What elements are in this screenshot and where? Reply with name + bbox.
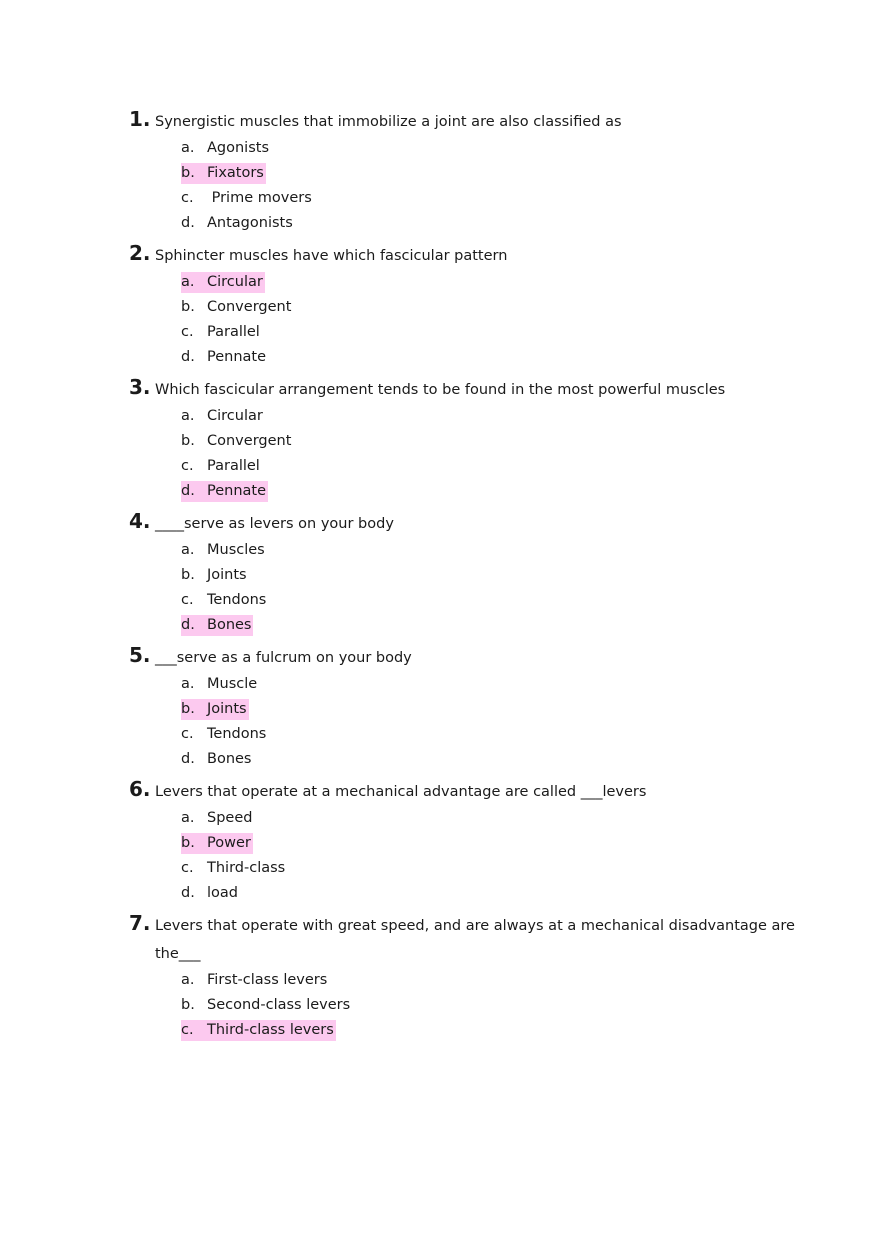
question-number: 3. — [129, 375, 151, 399]
question-text: Which fascicular arrangement tends to be found in the most powerful muscles — [155, 382, 726, 398]
option-b — [181, 161, 809, 186]
question-3 — [129, 374, 809, 504]
option-text: Prime movers — [207, 190, 312, 206]
question-number: 2. — [129, 241, 151, 265]
option-text: Convergent — [207, 299, 292, 315]
option-b — [181, 831, 809, 856]
option-text: Convergent — [207, 433, 292, 449]
highlighted-answer — [181, 481, 268, 502]
option-a — [181, 538, 809, 563]
option-text: Joints — [207, 701, 247, 717]
option-text: Circular — [207, 408, 263, 424]
option-a — [181, 404, 809, 429]
option-text: load — [207, 885, 238, 901]
option-letter: b. — [181, 835, 195, 851]
option-text: Fixators — [207, 165, 264, 181]
highlighted-answer — [181, 163, 266, 184]
option-letter: b. — [181, 299, 195, 315]
option-b — [181, 697, 809, 722]
option-text: Bones — [207, 617, 252, 633]
option-letter: c. — [181, 190, 194, 206]
question-text: Levers that operate with great speed, and are always at a mechanical disadvantage are the___ — [155, 918, 795, 962]
option-a — [181, 136, 809, 161]
question-text: ___serve as a fulcrum on your body — [155, 650, 412, 666]
option-letter: b. — [181, 997, 195, 1013]
option-b — [181, 563, 809, 588]
option-c — [181, 856, 809, 881]
option-letter: a. — [181, 676, 195, 692]
option-a — [181, 270, 809, 295]
option-b — [181, 993, 809, 1018]
option-c — [181, 186, 809, 211]
question-number: 1. — [129, 107, 151, 131]
option-c — [181, 320, 809, 345]
option-letter: c. — [181, 1022, 194, 1038]
option-text: Speed — [207, 810, 253, 826]
option-list — [129, 404, 809, 504]
option-c — [181, 588, 809, 613]
option-text: Pennate — [207, 483, 267, 499]
highlighted-answer — [181, 615, 253, 636]
option-letter: b. — [181, 701, 195, 717]
option-letter: d. — [181, 215, 195, 231]
option-c — [181, 1018, 809, 1043]
option-text: Antagonists — [207, 215, 293, 231]
question-number: 7. — [129, 911, 151, 935]
highlighted-answer — [181, 1020, 336, 1041]
quiz-list — [129, 106, 809, 1047]
question-number: 4. — [129, 509, 151, 533]
option-a — [181, 672, 809, 697]
option-text: Joints — [207, 567, 247, 583]
option-letter: a. — [181, 542, 195, 558]
option-list — [129, 136, 809, 236]
option-text: Power — [207, 835, 251, 851]
option-letter: a. — [181, 408, 195, 424]
highlighted-answer — [181, 833, 253, 854]
option-text: Pennate — [207, 349, 267, 365]
option-b — [181, 429, 809, 454]
question-text: ____serve as levers on your body — [155, 516, 394, 532]
option-d — [181, 479, 809, 504]
highlighted-answer — [181, 699, 249, 720]
option-letter: a. — [181, 274, 195, 290]
question-5 — [129, 642, 809, 772]
option-d — [181, 747, 809, 772]
option-letter: b. — [181, 433, 195, 449]
option-d — [181, 345, 809, 370]
option-letter: b. — [181, 165, 195, 181]
option-text: Third-class levers — [207, 1022, 334, 1038]
option-a — [181, 968, 809, 993]
option-list — [129, 538, 809, 638]
option-text: Muscle — [207, 676, 258, 692]
option-text: Parallel — [207, 324, 260, 340]
option-letter: c. — [181, 726, 194, 742]
option-text: Parallel — [207, 458, 260, 474]
option-d — [181, 881, 809, 906]
question-number: 5. — [129, 643, 151, 667]
option-letter: d. — [181, 349, 195, 365]
option-letter: c. — [181, 592, 194, 608]
option-list — [129, 806, 809, 906]
question-4 — [129, 508, 809, 638]
option-text: Circular — [207, 274, 263, 290]
option-text: Bones — [207, 751, 252, 767]
question-text: Synergistic muscles that immobilize a joint are also classified as — [155, 114, 622, 130]
option-letter: c. — [181, 458, 194, 474]
option-a — [181, 806, 809, 831]
option-letter: d. — [181, 885, 195, 901]
option-text: First-class levers — [207, 972, 328, 988]
highlighted-answer — [181, 272, 265, 293]
question-1 — [129, 106, 809, 236]
option-d — [181, 613, 809, 638]
option-text: Tendons — [207, 726, 267, 742]
question-6 — [129, 776, 809, 906]
option-list — [129, 270, 809, 370]
option-text: Agonists — [207, 140, 270, 156]
option-b — [181, 295, 809, 320]
option-c — [181, 454, 809, 479]
option-list — [129, 968, 809, 1043]
option-text: Second-class levers — [207, 997, 351, 1013]
option-letter: d. — [181, 751, 195, 767]
question-7 — [129, 910, 809, 1043]
option-letter: d. — [181, 617, 195, 633]
question-text: Sphincter muscles have which fascicular pattern — [155, 248, 508, 264]
option-letter: c. — [181, 324, 194, 340]
option-letter: a. — [181, 140, 195, 156]
option-list — [129, 672, 809, 772]
option-letter: a. — [181, 972, 195, 988]
option-text: Muscles — [207, 542, 265, 558]
question-text: Levers that operate at a mechanical advantage are called ___levers — [155, 784, 647, 800]
question-number: 6. — [129, 777, 151, 801]
option-letter: b. — [181, 567, 195, 583]
option-letter: a. — [181, 810, 195, 826]
option-text: Tendons — [207, 592, 267, 608]
option-letter: d. — [181, 483, 195, 499]
question-2 — [129, 240, 809, 370]
option-d — [181, 211, 809, 236]
option-text: Third-class — [207, 860, 286, 876]
option-letter: c. — [181, 860, 194, 876]
option-c — [181, 722, 809, 747]
